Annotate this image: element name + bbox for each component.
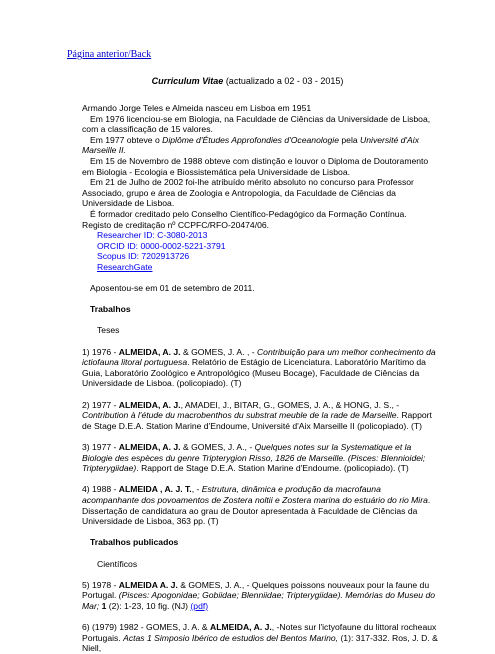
bio-doctorate: Em 15 de Novembro de 1988 obteve com distinção e louvor o Diploma de Doutoramento em Biologia - Ecologia e Biossistemática pela Universidade de Lisboa. (82, 155, 429, 177)
thesis-entry: 2) 1977 - ALMEIDA, A. J., AMADEI, J., BITAR, G., GOMES, J. A., & HONG, J. S., - Contribution à l'étude du macrobenthos du substrat meuble de la rade de Marseille. Rapport de Stage D.E.A. Station Marine d'Endoume, Université d'Aix Marseille II (policopiado). (T) (82, 399, 432, 431)
publication-entry: 6) (1979) 1982 - GOMES, J. A. & ALMEIDA, A. J., -Notes sur l'ictyofaune du littoral rocheaux Portugais. Actas 1 Simposio Ibérico de estudios del Bentos Marino, (1): 317-332. Ros, J. D. & Niell, (82, 622, 438, 654)
scopus-link[interactable]: Scopus ID: 7202913726 (97, 251, 190, 262)
section-cientificos: Científicos (97, 558, 138, 569)
retired-note: Aposentou-se em 01 de setembro de 2011. (90, 283, 255, 294)
cv-body (82, 103, 438, 654)
publication-entry: 5) 1978 - ALMEIDA A. J. & GOMES, J. A., - Quelques poissons nouveaux pour la faune du Portugal. (Pisces: Apogonidae; Gobiidae; Blenniidae; Tripterygiidae). Memórias do Museu do Mar; 1 (2): 1-23, 10 fig. (NJ) (pdf) (82, 579, 436, 611)
orcid-link[interactable]: ORCID ID: 0000-0002-5221-3791 (97, 240, 226, 251)
cv-subtitle: (actualizado a 02 - 03 - 2015) (225, 76, 344, 86)
bio-professor: Em 21 de Julho de 2002 foi-lhe atribuído mérito absoluto no concurso para Professor Associado, grupo e área de Zoologia e Antropologia, da Faculdade de Ciências da Universidade de Lisboa. (82, 177, 414, 209)
section-teses: Teses (97, 325, 120, 336)
bio-trainer: É formador creditado pelo Conselho Científico-Pedagógico da Formação Contínua. Registo de creditação nº CCPFC/RFO-20474/06. (82, 208, 407, 230)
back-link[interactable]: Página anterior/Back (67, 49, 152, 60)
thesis-entry: 4) 1988 - ALMEIDA , A. J. T., - Estrutura, dinâmica e produção da macrofauna acompanhante dos povoamentos de Zostera noltii e Zostera marina do estuário do rio Mira. Dissertação de candidatura ao grau de Doutor apresentada à Faculdade de Ciências da Universidade de Lisboa, 363 pp. (T) (82, 484, 431, 527)
researchgate-link[interactable]: ResearchGate (97, 261, 153, 272)
bio-birth: Armando Jorge Teles e Almeida nasceu em Lisboa em 1951 (82, 103, 312, 113)
researcher-id-link[interactable]: Researcher ID: C-3080-2013 (97, 230, 208, 241)
bio-diploma: Em 1977 obteve o Diplôme d'Études Approfondies d'Oceanologie pela Université d'Aix Marseille II. (82, 134, 419, 156)
page-title (0, 76, 495, 86)
bio-degree: Em 1976 licenciou-se em Biologia, na Faculdade de Ciências da Universidade de Lisboa, com a classificação de 15 valores. (82, 113, 431, 135)
pdf-link[interactable]: (pdf) (190, 600, 209, 611)
section-publicados: Trabalhos publicados (90, 537, 179, 548)
thesis-entry: 1) 1976 - ALMEIDA, A. J. & GOMES, J. A. , - Contribuição para um melhor conhecimento da ictiofauna litoral portuguesa. Relatório de Estágio de Licenciatura. Laboratório Marítimo da Guia, Laboratório Zoológico e Antropológico (Museu Bocage), Faculdade de Ciências da Universidade de Lisboa. (policopiado). (T) (82, 346, 436, 389)
cv-title: Curriculum Vitae (151, 76, 224, 86)
section-trabalhos: Trabalhos (90, 304, 131, 315)
thesis-entry: 3) 1977 - ALMEIDA, A. J. & GOMES, J. A., - Quelques notes sur la Systematique et la Biologie des espèces du genre Tripterygion Risso, 1826 de Marseille. (Pisces: Blennioidei; Tripterygiidae). Rapport de Stage D.E.A. Station Marine d'Endoume. (policopiado). (T) (82, 442, 426, 474)
